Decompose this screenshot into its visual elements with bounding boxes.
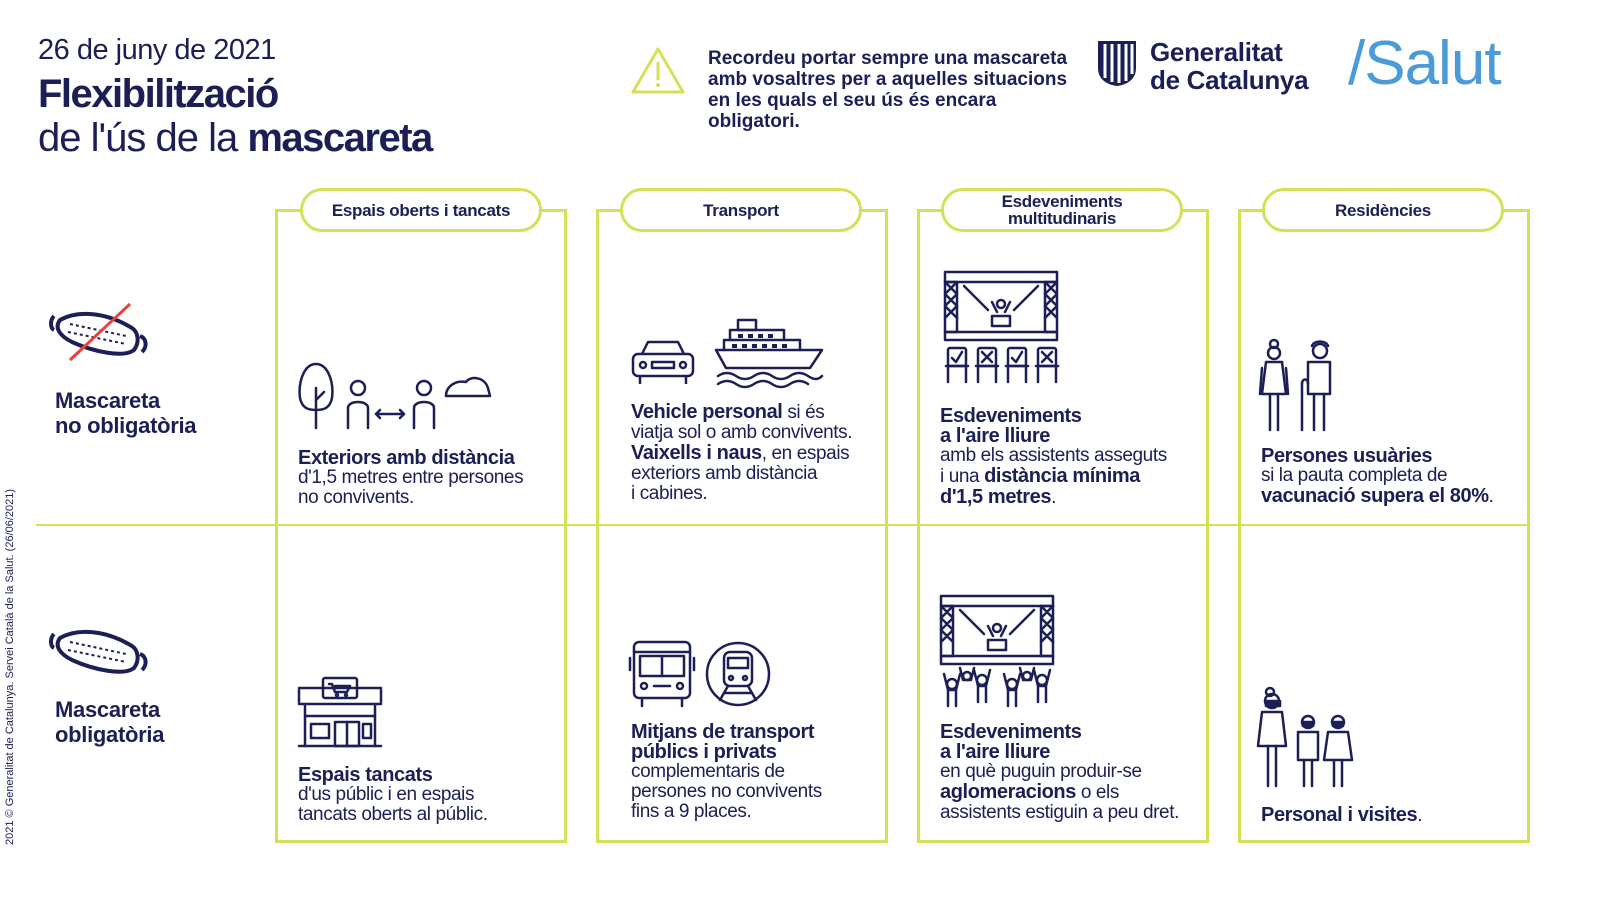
generalitat-logo-icon <box>1094 38 1140 88</box>
shop-icon <box>297 676 383 748</box>
cell-bold: Esdeveniments <box>940 405 1082 427</box>
column-header-residences <box>1262 188 1504 232</box>
cell-line: . <box>1417 805 1423 826</box>
cell-line: fins a 9 places. <box>631 801 752 822</box>
cell-personal-vehicle <box>631 402 893 504</box>
train-icon <box>704 640 772 708</box>
cell-bold: Mitjans de transport <box>631 721 815 743</box>
cell-line: en què puguin produir-se <box>940 761 1142 782</box>
date: 26 de juny de 2021 <box>38 34 276 66</box>
subtitle-bold: mascareta <box>247 116 432 160</box>
subtitle-prefix: de l'ús de la <box>38 116 248 160</box>
row-label-required <box>55 697 164 747</box>
cell-line: , en espais <box>761 443 850 464</box>
cell-line: d'1,5 metres entre persones <box>298 467 524 488</box>
stage-seated-icon <box>942 270 1062 388</box>
cell-bold: Esdeveniments <box>940 721 1082 743</box>
cell-bold: vacunació supera el 80% <box>1261 485 1489 507</box>
cell-bold: Personal i visites <box>1261 804 1418 826</box>
cell-bold: distància mínima <box>984 465 1140 487</box>
cell-bold: a l'aire lliure <box>940 741 1050 763</box>
generalitat-line1: Generalitat <box>1150 37 1283 67</box>
cell-line: tancats oberts al públic. <box>298 804 488 825</box>
cell-closed-spaces <box>298 765 560 825</box>
cell-line: exteriors amb distància <box>631 463 818 484</box>
cell-bold: Espais tancats <box>298 764 433 786</box>
column-header-label: multitudinaris <box>1007 209 1117 228</box>
cell-line: o els <box>1075 782 1119 803</box>
cell-bold: Persones usuàries <box>1261 445 1433 467</box>
column-header-label: Esdeveniments <box>1001 192 1123 211</box>
cell-line: d'us públic i en espais <box>298 784 475 805</box>
cell-line: persones no convivents <box>631 781 822 802</box>
column-header-label: Espais oberts i tancats <box>331 200 511 220</box>
column-header-open-closed <box>300 188 542 232</box>
row-label-line1: Mascareta <box>55 697 160 722</box>
cell-bold: d'1,5 metres <box>940 486 1052 508</box>
cell-line: si és <box>782 402 825 423</box>
cell-line: no convivents. <box>298 487 414 508</box>
cell-line: i cabines. <box>631 483 708 504</box>
column-header-events <box>941 188 1183 232</box>
column-header-transport <box>620 188 862 232</box>
page-subtitle <box>38 116 432 161</box>
cell-staff-visitors <box>1261 805 1523 826</box>
cell-line: si la pauta completa de <box>1261 465 1448 486</box>
warning-text: Recordeu portar sempre una mascareta amb vosaltres per a aquelles situacions en les quals el seu ús és encara obligatori. <box>708 48 1068 132</box>
cell-bold: Vaixells i naus <box>631 442 762 464</box>
cell-line: . <box>1051 487 1057 508</box>
cell-line: amb els assistents asseguts <box>940 445 1167 466</box>
mask-icon <box>50 628 150 680</box>
column-header-label: Residències <box>1335 200 1431 220</box>
row-label-line2: no obligatòria <box>55 413 197 438</box>
warning-triangle-icon <box>630 46 686 96</box>
row-label-not-required <box>55 388 196 438</box>
cell-bold: públics i privats <box>631 741 777 763</box>
cell-outdoor-events-seated <box>940 406 1202 508</box>
cell-bold: a l'aire lliure <box>940 425 1050 447</box>
cell-line: i una <box>940 466 985 487</box>
crossed-mask-icon <box>50 302 150 364</box>
row-label-line2: obligatòria <box>55 722 165 747</box>
cell-line: . <box>1488 486 1494 507</box>
ship-icon <box>714 316 824 388</box>
cell-residence-users <box>1261 446 1523 507</box>
cell-bold: aglomeracions <box>940 781 1076 803</box>
cell-line: viatja sol o amb convivents. <box>631 422 853 443</box>
cell-public-transport <box>631 722 893 822</box>
car-icon <box>630 338 696 388</box>
column-header-label: Transport <box>703 200 779 220</box>
cell-line: assistents estiguin a peu dret. <box>940 802 1179 823</box>
generalitat-line2: de Catalunya <box>1150 65 1309 95</box>
copyright: 2021 © Generalitat de Catalunya. Servei Català de la Salut. (26/06/2021) <box>4 488 16 845</box>
bus-icon <box>630 640 694 708</box>
stage-crowd-icon <box>938 594 1058 712</box>
page-title: Flexibilització <box>38 72 278 116</box>
cell-outdoor-events-standing <box>940 722 1202 823</box>
salut-logo: /Salut <box>1348 29 1501 98</box>
outdoor-distance-icon <box>296 362 496 430</box>
generalitat-name <box>1150 38 1308 94</box>
cell-bold: Exteriors amb distància <box>298 447 515 469</box>
elderly-users-icon <box>1258 338 1338 434</box>
row-label-line1: Mascareta <box>55 388 160 413</box>
cell-bold: Vehicle personal <box>631 401 783 423</box>
cell-line: complementaris de <box>631 761 785 782</box>
cell-exterior-distance <box>298 448 560 508</box>
staff-visitors-icon <box>1258 686 1358 790</box>
